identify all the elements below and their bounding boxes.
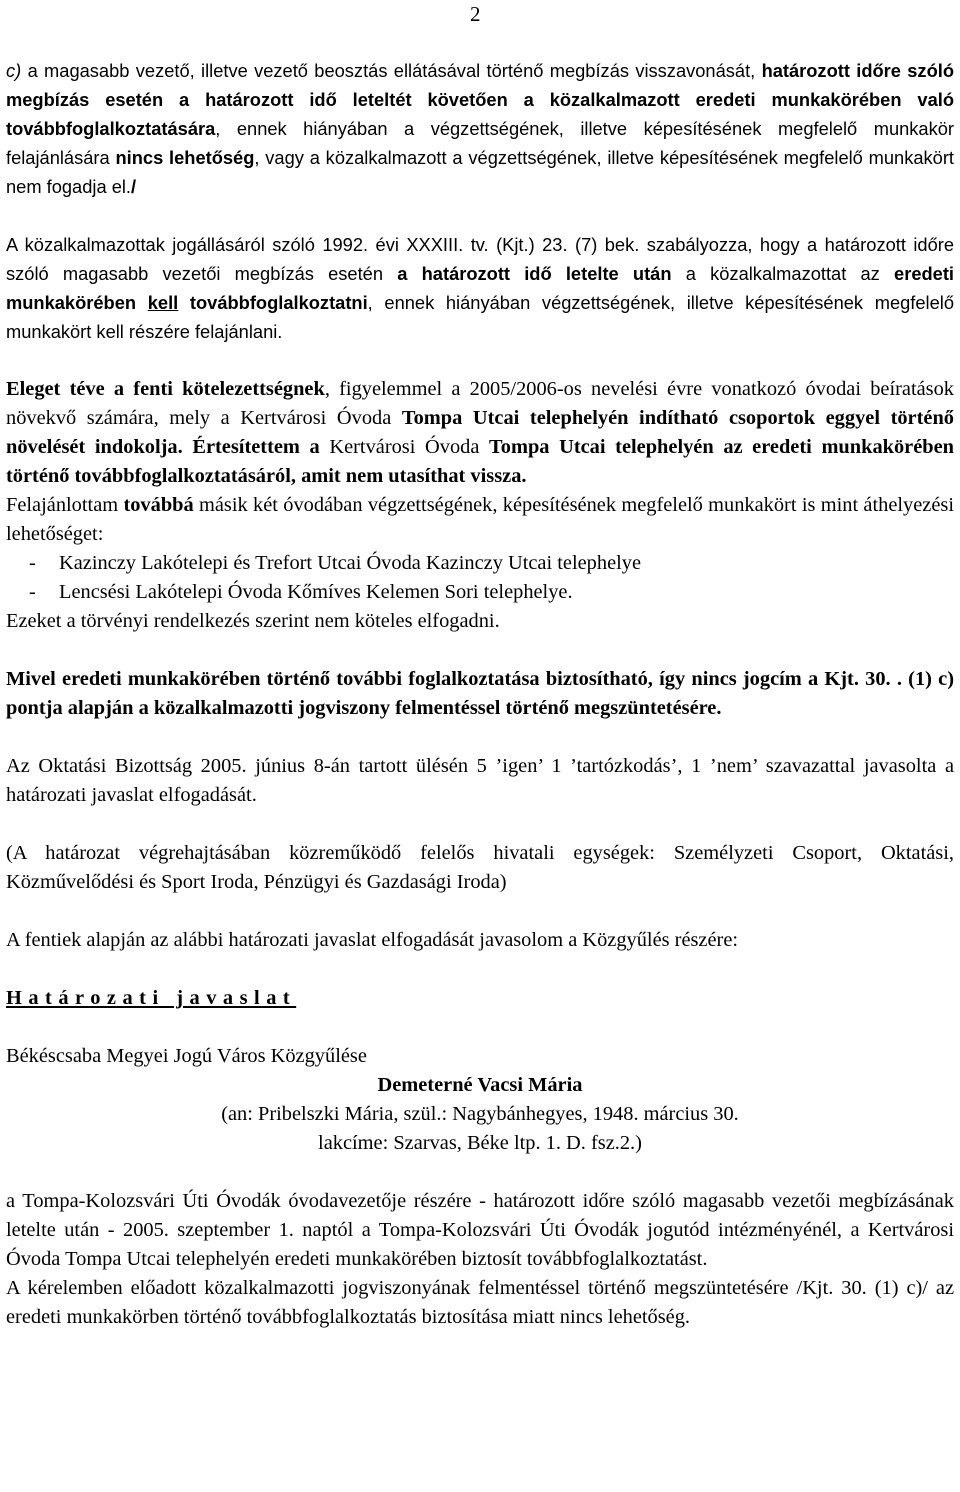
resolution-heading: Határozati javaslat: [6, 987, 297, 1009]
paragraph-dismissal: A kérelemben előadott közalkalmazotti jogviszonyának felmentéssel történő megszüntetésére /Kjt. 30. (1) c)/ az eredeti munkakörben történő továbbfoglalkoztatás biztosítása miatt nincs lehetőség.: [6, 1277, 954, 1328]
list-item: - Lencsési Lakótelepi Óvoda Kőmíves Kelemen Sori telephelye.: [29, 581, 573, 603]
assembly-name: Békéscsaba Megyei Jogú Város Közgyűlése: [6, 1045, 367, 1067]
paragraph-decision: a Tompa-Kolozsvári Úti Óvodák óvodavezetője részére - határozott időre szóló magasabb vezetői megbízásának letelte után - 2005. szeptember 1. naptól a Tompa-Kolozsvári Úti Óvodák jogutód intézményénél, a Kertvárosi Óvoda Tompa Utcai telephelyén eredeti munkakörében biztosít továbbfoglalkoztatást.: [6, 1190, 954, 1270]
paragraph-conclusion: Mivel eredeti munkakörében történő további foglalkoztatása biztosítható, így nincs jogcím a Kjt. 30. . (1) c) pontja alapján a közalkalmazotti jogviszony felmentéssel történő megszüntetésére.: [6, 668, 954, 719]
paragraph-obligation: Eleget téve a fenti kötelezettségnek, figyelemmel a 2005/2006-os nevelési évre vonatkozó óvodai beíratások növekvő számára, mely a Kertvárosi Óvoda Tompa Utcai telephelyén indítható csoportok eggyel történő növelését indokolja. Értesítettem a Kertvárosi Óvoda Tompa Utcai telephelyén az eredeti munkakörében történő továbbfoglalkoztatásáról, amit nem utasíthat vissza.: [6, 378, 955, 487]
page-number: 2: [470, 2, 481, 26]
paragraph-not-obliged: Ezeket a törvényi rendelkezés szerint nem köteles elfogadni.: [6, 610, 500, 632]
document-body: [6, 0, 954, 1332]
paragraph-committee: Az Oktatási Bizottság 2005. június 8-án tartott ülésén 5 ’igen’ 1 ’tartózkodás’, 1 ’nem’ szavazattal javasolta a határozati javaslat elfogadását.: [6, 755, 954, 806]
paragraph-offer: Felajánlottam továbbá másik két óvodában végzettségének, képesítésének megfelelő munkakört is mint áthelyezési lehetőséget:: [6, 494, 955, 545]
person-address: lakcíme: Szarvas, Béke ltp. 1. D. fsz.2.): [318, 1132, 642, 1154]
person-birth: (an: Pribelszki Mária, szül.: Nagybánhegyes, 1948. március 30.: [221, 1103, 739, 1125]
paragraph-proposal-intro: A fentiek alapján az alábbi határozati javaslat elfogadását javasolom a Közgyűlés részére:: [6, 929, 739, 951]
paragraph-revocation: c) a magasabb vezető, illetve vezető beosztás ellátásával történő megbízás visszavonását, határozott időre szóló megbízás esetén a határozott idő leteltét követően a közalkalmazott eredeti munkakörében való továbbfoglalkoztatására, ennek hiányában a végzettségének, illetve képesítésének megfelelő munkakör felajánlására nincs lehetőség, vagy a közalkalmazott a végzettségének, illetve képesítésének megfelelő munkakört nem fogadja el./: [6, 60, 955, 197]
paragraph-kjt-rule: A közalkalmazottak jogállásáról szóló 1992. évi XXXIII. tv. (Kjt.) 23. (7) bek. szabályozza, hogy a határozott időre szóló magasabb vezetői megbízás esetén a határozott idő letelte után a közalkalmazottat az eredeti munkakörében kell továbbfoglalkoztatni, ennek hiányában végzettségének, illetve képesítésének megfelelő munkakört kell részére felajánlani.: [6, 234, 955, 342]
list-item: - Kazinczy Lakótelepi és Trefort Utcai Óvoda Kazinczy Utcai telephelye: [29, 552, 642, 574]
paragraph-responsible-units: (A határozat végrehajtásában közreműködő felelős hivatali egységek: Személyzeti Csoport, Oktatási, Közművelődési és Sport Iroda, Pénzügyi és Gazdasági Iroda): [6, 842, 954, 893]
person-name: Demeterné Vacsi Mária: [377, 1074, 583, 1096]
